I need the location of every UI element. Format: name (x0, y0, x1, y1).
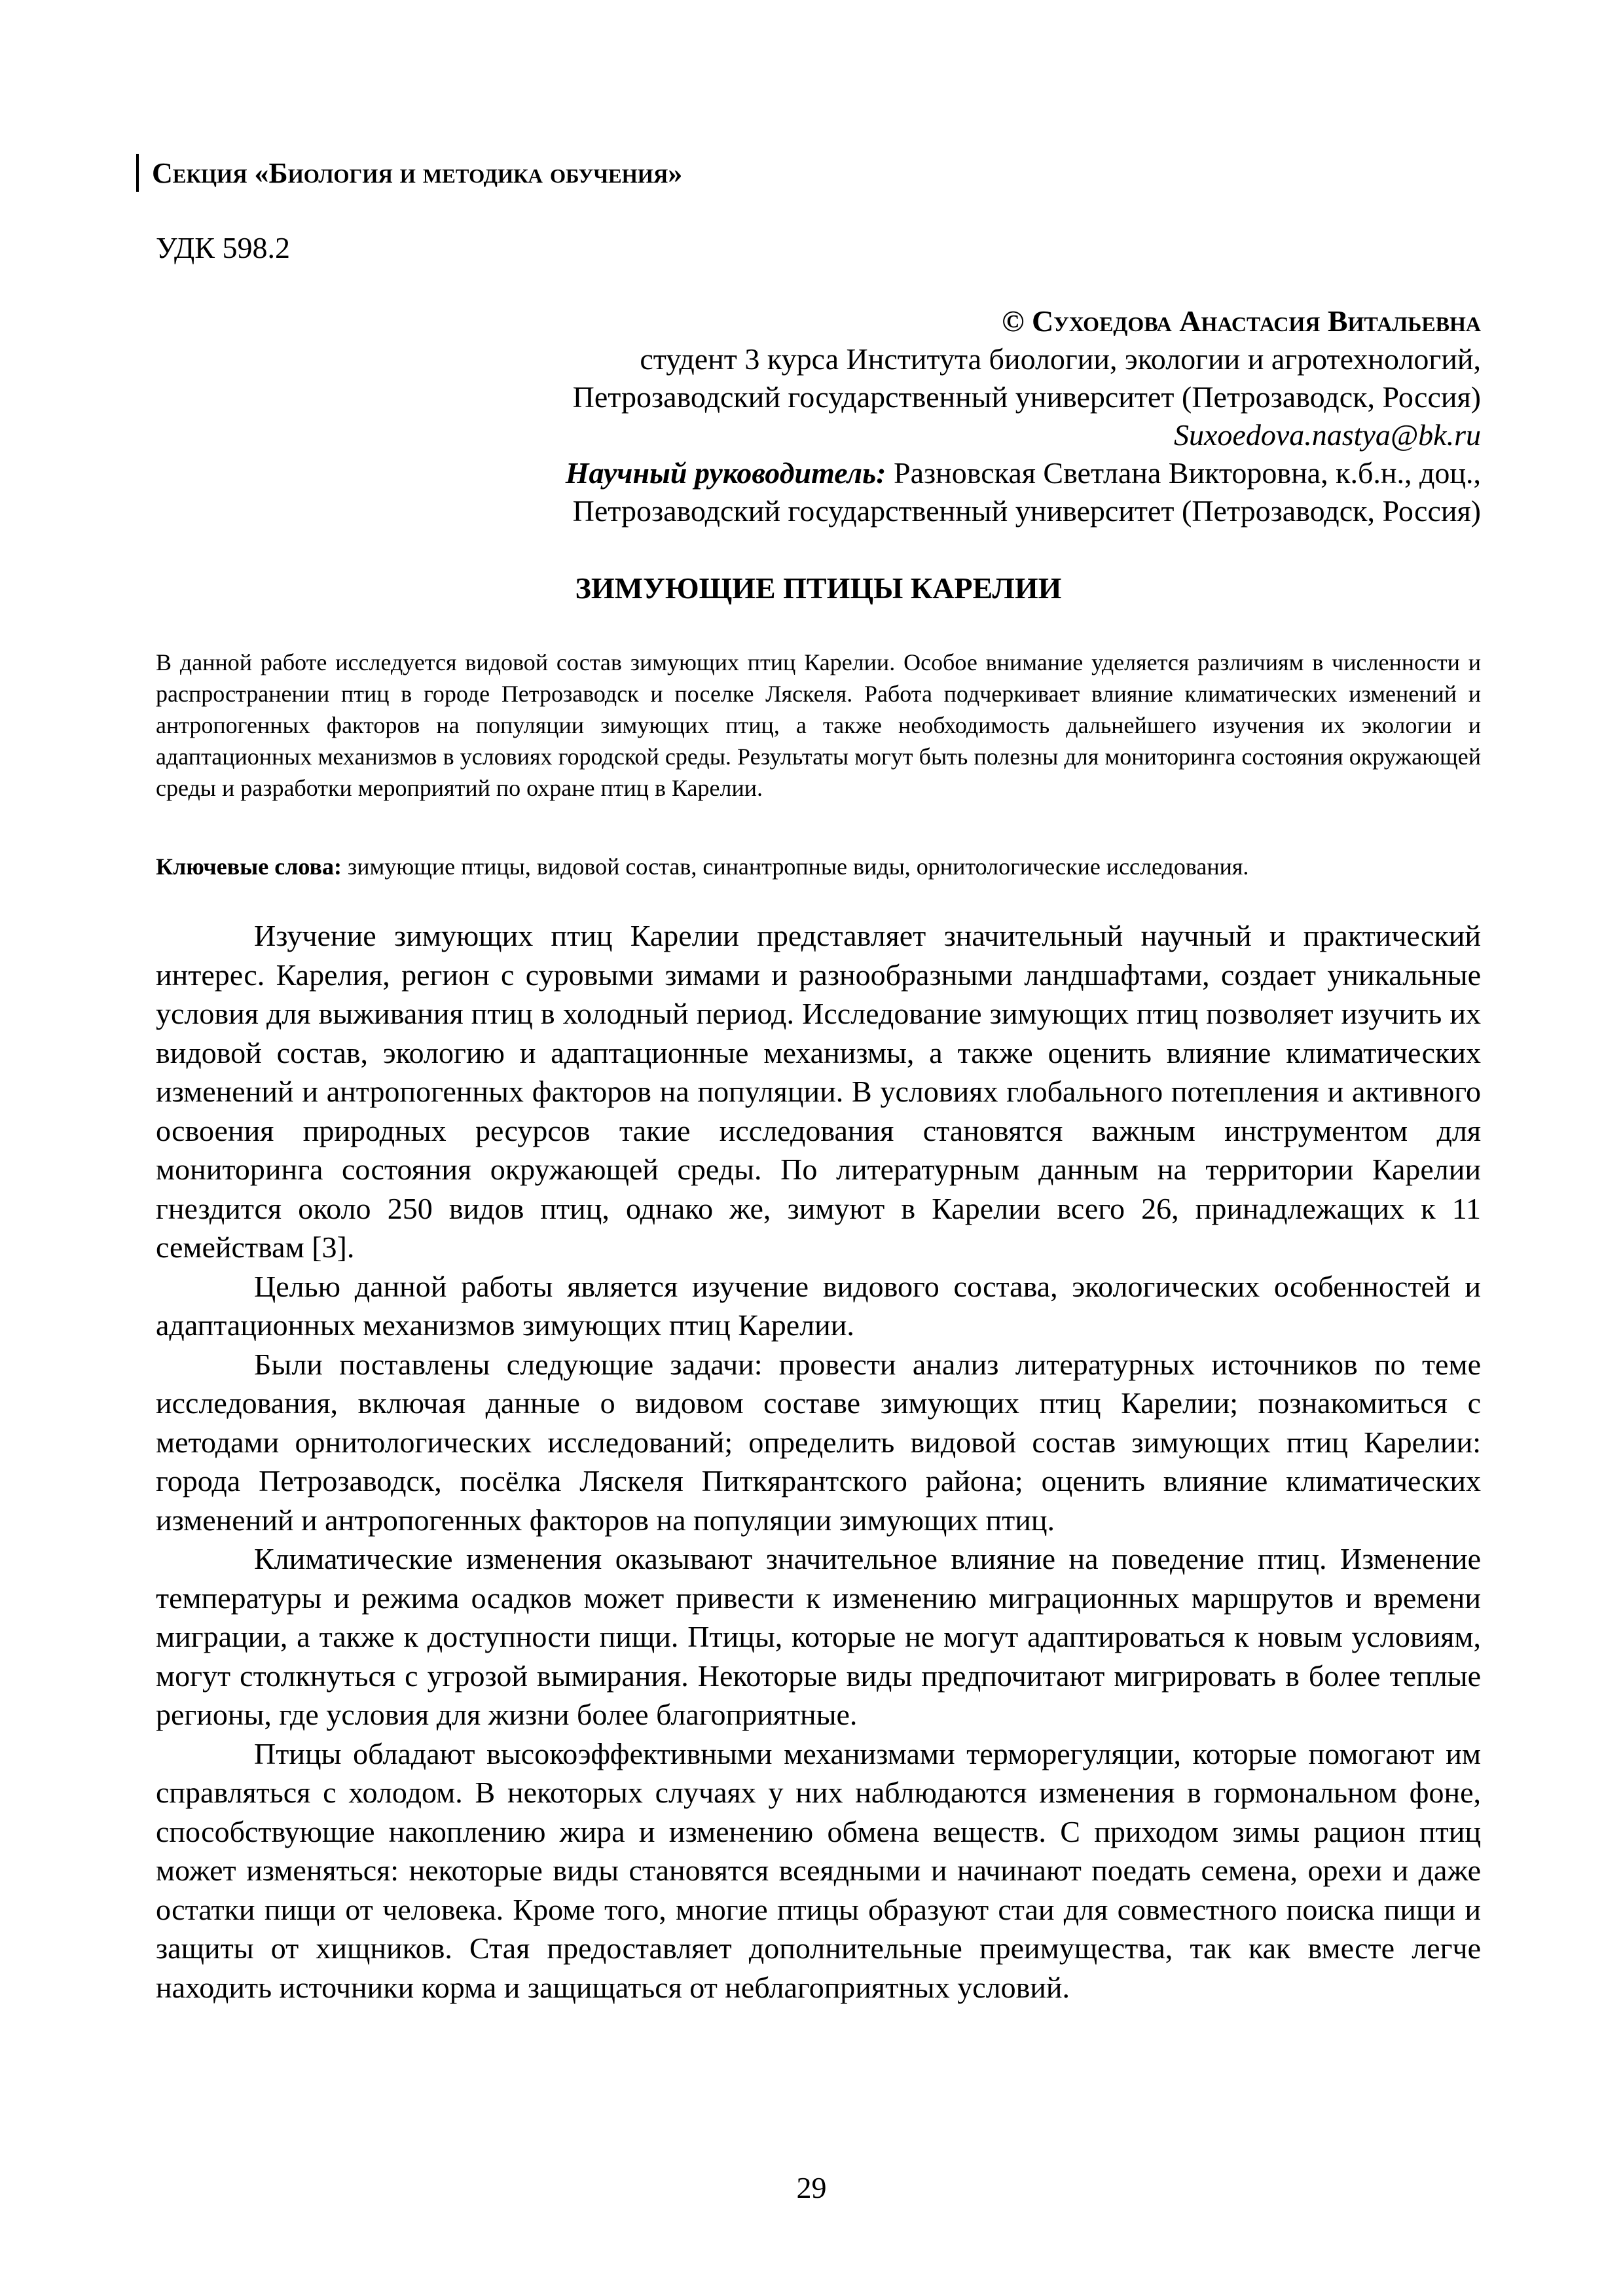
page-number: 29 (796, 2171, 827, 2204)
keywords (156, 851, 1481, 882)
author-email[interactable]: Suxoedova.nastya@bk.ru (1174, 418, 1481, 452)
supervisor-affiliation: Петрозаводский государственный университет (Петрозаводск, Россия) (572, 494, 1481, 528)
author-name: © Сухоедова Анастасия Витальевна (1002, 304, 1481, 338)
body-paragraph: Птицы обладают высокоэффективными механизмами терморегуляции, которые помогают им справляться с холодом. В некоторых случаях у них наблюдаются изменения в гормональном фоне, способствующие накоплению жира и изменению обмена веществ. С приходом зимы рацион птиц может изменяться: некоторые виды становятся всеядными и начинают поедать семена, орехи и даже остатки пищи от человека. Кроме того, многие птицы образуют стаи для совместного поиска пищи и защиты от хищников. Стая предоставляет дополнительные преимущества, так как вместе легче находить источники корма и защищаться от неблагоприятных условий. (156, 1736, 1481, 2004)
body-paragraph: Целью данной работы является изучение видового состава, экологических особенностей и адаптационных механизмов зимующих птиц Карелии. (156, 1269, 1481, 1342)
keywords-label: Ключевые слова: (156, 853, 342, 880)
abstract: В данной работе исследуется видовой состав зимующих птиц Карелии. Особое внимание уделяется различиям в численности и распространении птиц в городе Петрозаводск и поселке Ляскеля. Работа подчеркивает влияние климатических изменений и антропогенных факторов на популяции зимующих птиц, а также необходимость дальнейшего изучения их экологии и адаптационных механизмов в условиях городской среды. Результаты могут быть полезны для мониторинга состояния окружающей среды и разработки мероприятий по охране птиц в Карелии. (156, 649, 1481, 801)
section-title: Секция «Биология и методика обучения» (152, 156, 683, 189)
body-paragraph: Изучение зимующих птиц Карелии представляет значительный научный и практический интерес. Карелия, регион с суровыми зимами и разнообразными ландшафтами, создает уникальные условия для выживания птиц в холодный период. Исследование зимующих птиц позволяет изучить их видовой состав, экологию и адаптационные механизмы, а также оценить влияние климатических изменений и антропогенных факторов на популяции. В условиях глобального потепления и активного освоения природных ресурсов такие исследования становятся важным инструментом для мониторинга состояния окружающей среды. По литературным данным на территории Карелии гнездится около 250 видов птиц, однако же, зимуют в Карелии всего 26, принадлежащих к 11 семействам [3]. (156, 919, 1481, 1264)
author-block (368, 302, 1481, 530)
supervisor-name: Разновская Светлана Викторовна, к.б.н., доц., (886, 456, 1481, 490)
supervisor-label: Научный руководитель: (565, 456, 886, 490)
section-marker-bar (136, 154, 139, 192)
article-body (156, 916, 1481, 2007)
author-affiliation: Петрозаводский государственный университет (Петрозаводск, Россия) (572, 380, 1481, 414)
udk-code: УДК 598.2 (156, 231, 290, 264)
supervisor-line (368, 454, 1481, 492)
keywords-list: зимующие птицы, видовой состав, синантропные виды, орнитологические исследования. (341, 853, 1249, 880)
article-title: ЗИМУЮЩИЕ ПТИЦЫ КАРЕЛИИ (575, 571, 1062, 605)
body-paragraph: Климатические изменения оказывают значительное влияние на поведение птиц. Изменение температуры и режима осадков может привести к изменению миграционных маршрутов и времени миграции, а также к доступности пищи. Птицы, которые не могут адаптироваться к новым условиям, могут столкнуться с угрозой вымирания. Некоторые виды предпочитают мигрировать в более теплые регионы, где условия для жизни более благоприятные. (156, 1542, 1481, 1731)
author-position: студент 3 курса Института биологии, экологии и агротехнологий, (640, 342, 1481, 376)
body-paragraph: Были поставлены следующие задачи: провести анализ литературных источников по теме исследования, включая данные о видовом составе зимующих птиц Карелии; познакомиться с методами орнитологических исследований; определить видовой состав зимующих птиц Карелии: города Петрозаводск, посёлка Ляскеля Питкярантского района; оценить влияние климатических изменений и антропогенных факторов на популяции зимующих птиц. (156, 1347, 1481, 1537)
section-header (136, 152, 682, 194)
